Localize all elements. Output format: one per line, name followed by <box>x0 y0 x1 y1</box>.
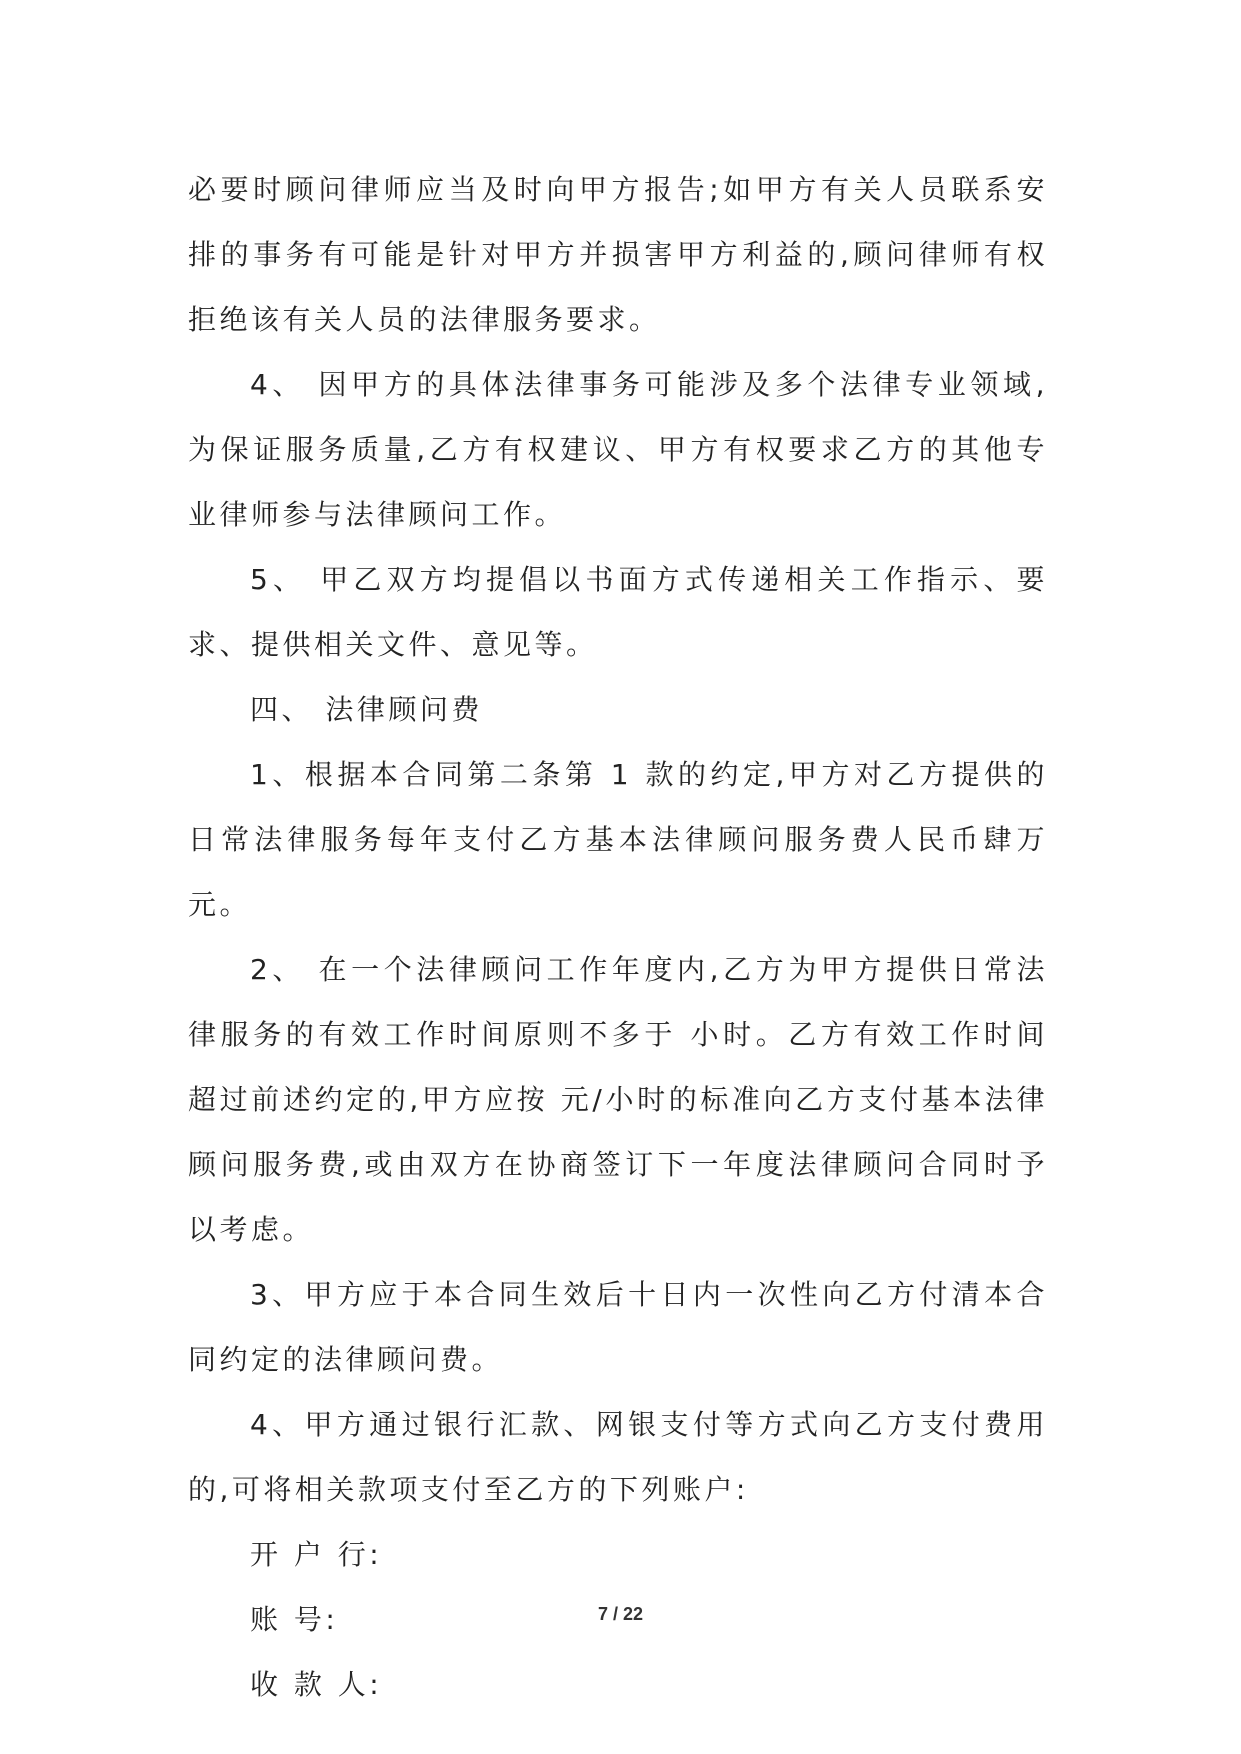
paragraph-fee-3: 3、甲方应于本合同生效后十日内一次性向乙方付清本合同约定的法律顾问费。 <box>188 1278 1048 1376</box>
paragraph-fee-2: 2、 在一个法律顾问工作年度内,乙方为甲方提供日常法律服务的有效工作时间原则不多于 小时。乙方有效工作时间超过前述约定的,甲方应按 元/小时的标准向乙方支付基本法律顾问服务费,或由双方在协商签订下一年度法律顾问合同时予以考虑。 <box>188 953 1048 1246</box>
field-payee: 收 款 人: <box>250 1668 383 1701</box>
section-heading-fees: 四、 法律顾问费 <box>250 693 483 726</box>
paragraph-item-4: 4、 因甲方的具体法律事务可能涉及多个法律专业领域,为保证服务质量,乙方有权建议、甲方有权要求乙方的其他专业律师参与法律顾问工作。 <box>188 368 1048 531</box>
paragraph-continuation: 必要时顾问律师应当及时向甲方报告;如甲方有关人员联系安排的事务有可能是针对甲方并损害甲方利益的,顾问律师有权拒绝该有关人员的法律服务要求。 <box>188 173 1048 336</box>
field-account-number: 账 号: <box>250 1603 339 1636</box>
paragraph-fee-4: 4、甲方通过银行汇款、网银支付等方式向乙方支付费用的,可将相关款项支付至乙方的下列账户: <box>188 1408 1048 1506</box>
document-body <box>188 157 1048 1717</box>
field-bank: 开 户 行: <box>250 1538 383 1571</box>
paragraph-item-5: 5、 甲乙双方均提倡以书面方式传递相关工作指示、要求、提供相关文件、意见等。 <box>188 563 1048 661</box>
page-number: 7 / 22 <box>597 1604 644 1624</box>
paragraph-fee-1: 1、根据本合同第二条第 1 款的约定,甲方对乙方提供的日常法律服务每年支付乙方基本法律顾问服务费人民币肆万元。 <box>188 758 1048 921</box>
